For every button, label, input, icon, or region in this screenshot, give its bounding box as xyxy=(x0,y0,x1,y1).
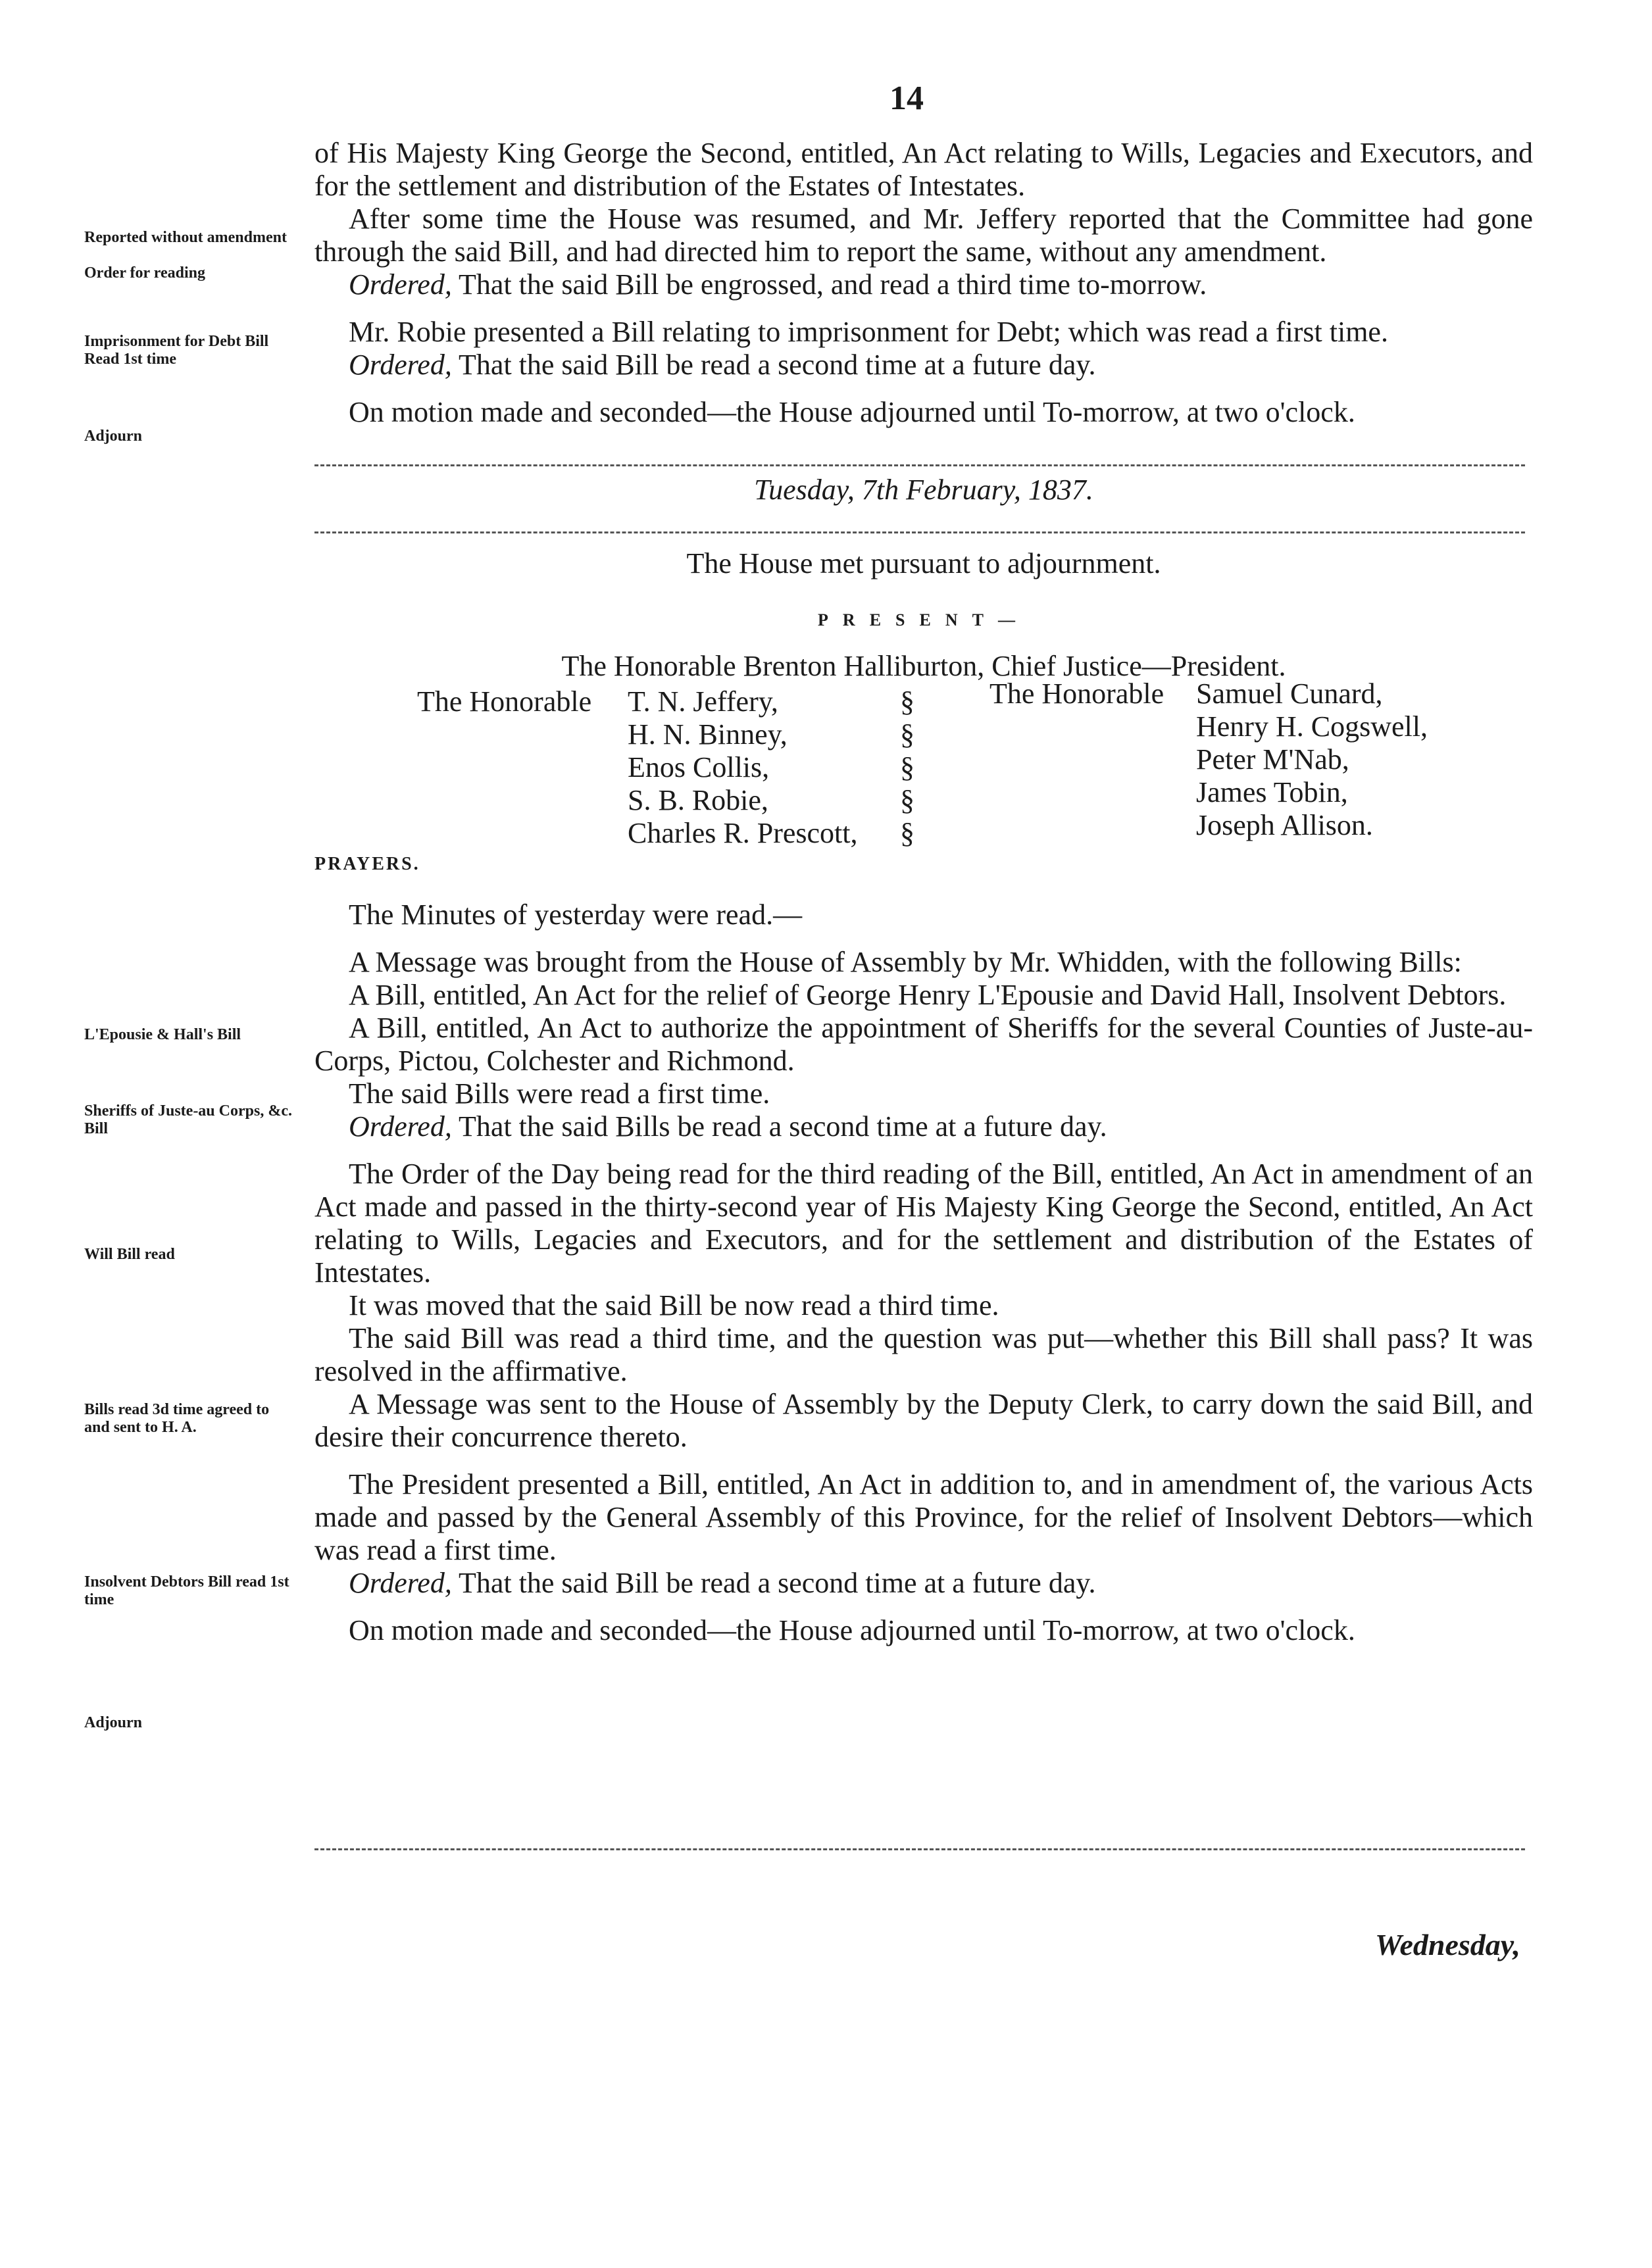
member-name: James Tobin, xyxy=(1196,776,1348,808)
member-name: Charles R. Prescott, xyxy=(628,817,858,849)
paragraph-president-bill: The President presented a Bill, entitled, An Act in addition to, and in amendment of, the various Acts made and passed by the General Assembly of this Province, for the relief of Insolvent Debtors—which was read a first time. xyxy=(314,1468,1533,1566)
members-left-prefix: The Honorable xyxy=(417,685,592,718)
margin-note-lepousie: L'Epousie & Hall's Bill xyxy=(84,1026,241,1043)
president-line: The Honorable Brenton Halliburton, Chief Justice—President. xyxy=(561,650,1286,682)
catchword: Wednesday, xyxy=(1375,1928,1521,1961)
paragraph-continuation: of His Majesty King George the Second, entitled, An Act relating to Wills, Legacies and Executors, and for the settlement and distribution of the Estates of Intestates. xyxy=(314,137,1533,202)
divider-rule xyxy=(314,464,1525,466)
members-right-prefix: The Honorable xyxy=(989,678,1164,710)
paragraph-robie-bill: Mr. Robie presented a Bill relating to imprisonment for Debt; which was read a first time. xyxy=(349,316,1388,348)
margin-note-sheriffs: Sheriffs of Juste-au Corps, &c. Bill xyxy=(84,1102,292,1137)
prayers-heading: PRAYERS. xyxy=(314,854,420,874)
section-brace: § § § § § xyxy=(900,685,914,849)
margin-note-imprisonment: Imprisonment for Debt Bill Read 1st time xyxy=(84,333,269,368)
margin-note-order: Order for reading xyxy=(84,264,205,282)
paragraph-message-sent: A Message was sent to the House of Assembly by the Deputy Clerk, to carry down the said Bill, and desire their concurrence thereto. xyxy=(314,1388,1533,1453)
date-heading: Tuesday, 7th February, 1837. xyxy=(754,474,1093,506)
paragraph-read-first: The said Bills were read a first time. xyxy=(349,1077,770,1110)
paragraph-ordered-second: Ordered, That the said Bill be read a second time at a future day. xyxy=(349,349,1096,381)
paragraph-bill-lepousie: A Bill, entitled, An Act for the relief of George Henry L'Epousie and David Hall, Insolvent Debtors. xyxy=(349,979,1507,1011)
page-number: 14 xyxy=(889,80,924,117)
paragraph-ordered-third: Ordered, That the said Bill be read a second time at a future day. xyxy=(349,1567,1096,1599)
margin-note-adjourn-top: Adjourn xyxy=(84,428,143,445)
divider-rule xyxy=(314,1848,1525,1850)
paragraph-ordered-engrossed: Ordered, That the said Bill be engrossed, and read a third time to-morrow. xyxy=(349,268,1207,301)
member-name: Samuel Cunard, xyxy=(1196,678,1383,710)
paragraph-message-brought: A Message was brought from the House of Assembly by Mr. Whidden, with the following Bills: xyxy=(349,946,1462,978)
paragraph-committee-report: After some time the House was resumed, and Mr. Jeffery reported that the Committee had gone through the said Bill, and had directed him to report the same, without any amendment. xyxy=(314,203,1533,268)
paragraph-ordered-bills: Ordered, That the said Bills be read a second time at a future day. xyxy=(349,1110,1107,1143)
member-name: Peter M'Nab, xyxy=(1196,743,1349,776)
member-name: Henry H. Cogswell, xyxy=(1196,710,1428,743)
margin-note-will: Will Bill read xyxy=(84,1246,175,1263)
margin-note-reported: Reported without amendment xyxy=(84,229,287,246)
present-label: PRESENT— xyxy=(818,610,1030,629)
paragraph-adjourn-top: On motion made and seconded—the House adjourned until To-morrow, at two o'clock. xyxy=(349,396,1355,428)
margin-note-bills-3d: Bills read 3d time agreed to and sent to H. A. xyxy=(84,1401,270,1436)
margin-note-insolvent: Insolvent Debtors Bill read 1st time xyxy=(84,1573,289,1608)
paragraph-moved: It was moved that the said Bill be now read a third time. xyxy=(349,1289,999,1321)
bottom-section xyxy=(314,899,1533,1647)
house-met-line: The House met pursuant to adjournment. xyxy=(686,547,1161,579)
member-name: Enos Collis, xyxy=(628,751,770,783)
paragraph-adjourn-bottom: On motion made and seconded—the House adjourned until To-morrow, at two o'clock. xyxy=(349,1614,1355,1646)
paragraph-bill-sheriffs: A Bill, entitled, An Act to authorize the appointment of Sheriffs for the several Counties of Juste-au-Corps, Pictou, Colchester and Richmond. xyxy=(314,1012,1533,1077)
members-right-list xyxy=(1196,678,1428,842)
divider-rule xyxy=(314,531,1525,533)
paragraph-order-of-day: The Order of the Day being read for the third reading of the Bill, entitled, An Act in amendment of an Act made and passed in the thirty-second year of His Majesty King George the Second, entitled, An Act relating to Wills, Legacies and Executors, and for the settlement and distribution of the Estates of Intestates. xyxy=(314,1158,1533,1289)
member-name: S. B. Robie, xyxy=(628,784,768,816)
margin-note-adjourn-bottom: Adjourn xyxy=(84,1714,143,1731)
member-name: Joseph Allison. xyxy=(1196,809,1373,841)
member-name: H. N. Binney, xyxy=(628,718,788,751)
paragraph-third-reading: The said Bill was read a third time, and the question was put—whether this Bill shall pass? It was resolved in the affirmative. xyxy=(314,1322,1533,1387)
members-left-list xyxy=(628,685,858,850)
paragraph-minutes: The Minutes of yesterday were read.— xyxy=(349,899,803,931)
top-section xyxy=(314,137,1533,429)
member-name: T. N. Jeffery, xyxy=(628,685,778,718)
